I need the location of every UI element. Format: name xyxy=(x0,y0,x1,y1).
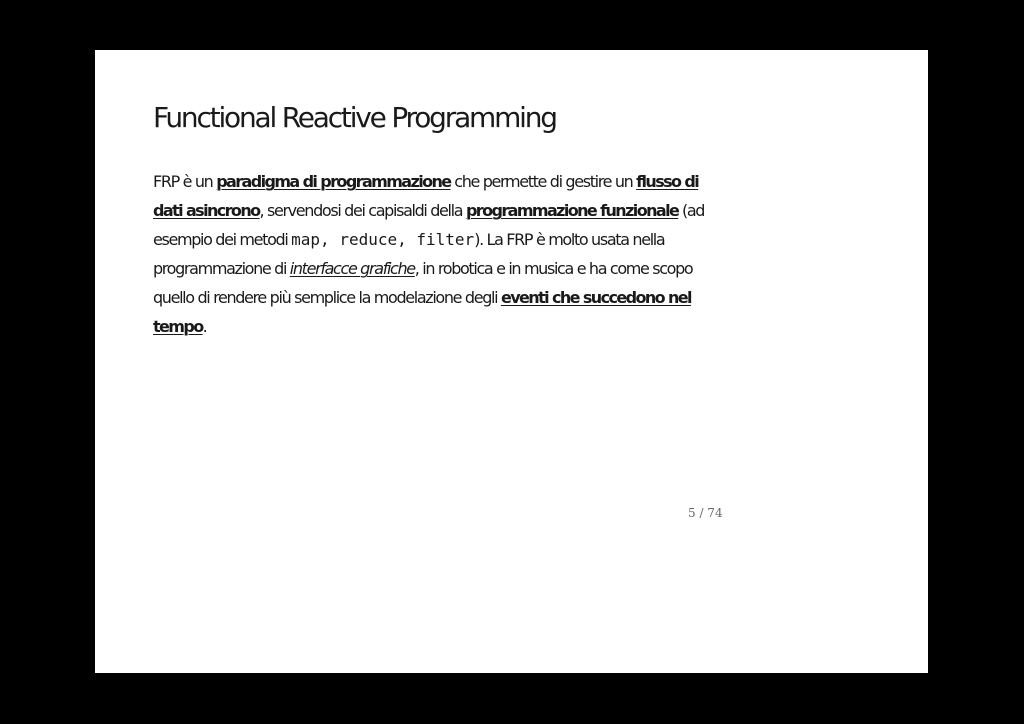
emphasis-flusso: flusso di dati asincrono xyxy=(153,172,699,220)
body-text: che permette di gestire un xyxy=(450,172,637,191)
body-text: , servendosi dei capisaldi della xyxy=(259,201,466,220)
emphasis-eventi: eventi che succedono nel tempo xyxy=(153,288,691,336)
body-text: ). La FRP è molto usata nella programmazione di xyxy=(153,230,665,278)
emphasis-paradigma: paradigma di programmazione xyxy=(216,172,451,191)
emphasis-programmazione-funzionale: programmazione funzionale xyxy=(465,201,679,220)
slide-body-paragraph xyxy=(153,167,713,341)
slide xyxy=(95,50,928,673)
page-number: 5 / 74 xyxy=(688,506,723,520)
code-methods: map, reduce, filter xyxy=(291,230,475,249)
body-text: (ad esempio dei metodi xyxy=(153,201,705,249)
slide-title: Functional Reactive Programming xyxy=(153,101,556,134)
body-text: . xyxy=(202,317,207,336)
emphasis-interfacce-grafiche: interfacce grafiche xyxy=(289,259,415,278)
body-text: , in robotica e in musica e ha come scopo quello di rendere più semplice la modelazione degli xyxy=(153,259,693,307)
body-text: FRP è un xyxy=(153,172,217,191)
